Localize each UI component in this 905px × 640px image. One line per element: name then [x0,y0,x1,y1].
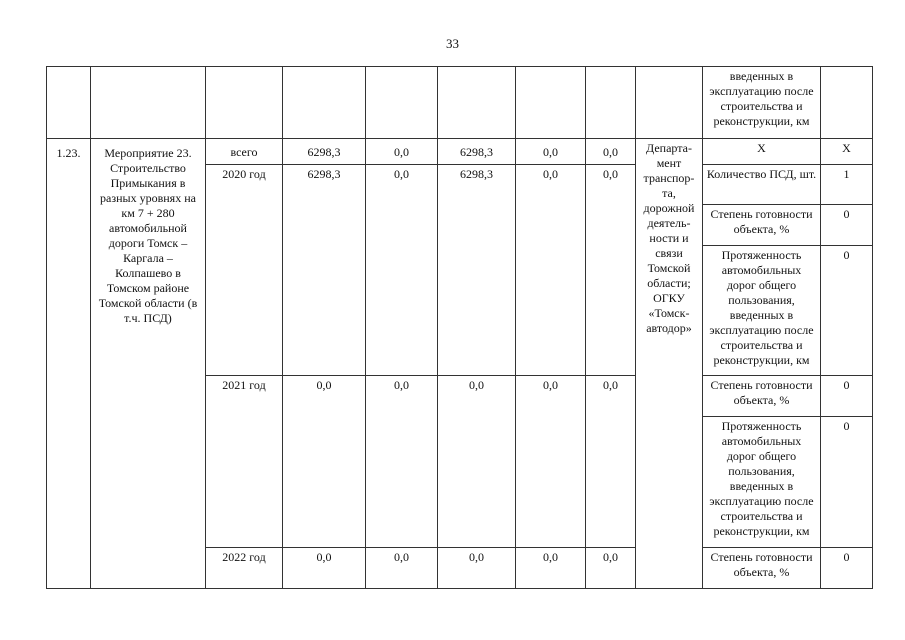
cell-empty [586,67,636,139]
value-cell: 0,0 [586,165,636,376]
period-label: 2022 год [206,548,283,589]
value-cell: 0,0 [516,548,586,589]
cell-empty [283,67,366,139]
value-cell: 6298,3 [283,139,366,165]
value-cell: 6298,3 [438,139,516,165]
continuation-row [47,67,873,139]
item-name: Мероприятие 23. Строительство Примыкания в разных уровнях на км 7 + 280 автомобильной дороги Томск – Каргала – Колпашево в Томском районе Томской области (в т.ч. ПСД) [91,139,206,589]
indicator-name: введенных в эксплуатацию после строительства и реконструкции, км [703,67,821,139]
cell-empty [636,67,703,139]
value-cell: 0,0 [438,548,516,589]
value-cell: 0,0 [438,376,516,548]
value-cell: 0,0 [366,165,438,376]
executor: Департа-мент транспор-та, дорожной деятель-ности и связи Томской области; ОГКУ «Томск-автодор» [636,139,703,589]
page-number: 33 [446,36,459,51]
period-label: 2021 год [206,376,283,548]
indicator-value: 0 [821,417,873,548]
table-row [47,139,873,165]
cell-empty [91,67,206,139]
value-cell: 0,0 [586,548,636,589]
program-table [46,66,873,589]
period-label: всего [206,139,283,165]
indicator-name: Х [703,139,821,165]
indicator-name: Степень готовности объекта, % [703,376,821,417]
cell-empty [366,67,438,139]
indicator-name: Степень готовности объекта, % [703,205,821,246]
value-cell: 0,0 [586,139,636,165]
value-cell: 0,0 [366,548,438,589]
indicator-value: Х [821,139,873,165]
indicator-name: Протяженность автомобильных дорог общего пользования, введенных в эксплуатацию после строительства и реконструкции, км [703,246,821,376]
value-cell: 0,0 [516,165,586,376]
item-number: 1.23. [47,139,91,589]
cell-empty [438,67,516,139]
indicator-value: 1 [821,165,873,205]
cell-empty [821,67,873,139]
value-cell: 6298,3 [438,165,516,376]
value-cell: 0,0 [586,376,636,548]
indicator-name: Протяженность автомобильных дорог общего пользования, введенных в эксплуатацию после строительства и реконструкции, км [703,417,821,548]
indicator-value: 0 [821,548,873,589]
indicator-name: Степень готовности объекта, % [703,548,821,589]
cell-empty [516,67,586,139]
value-cell: 0,0 [283,376,366,548]
cell-empty [206,67,283,139]
indicator-value: 0 [821,205,873,246]
period-label: 2020 год [206,165,283,376]
value-cell: 0,0 [283,548,366,589]
value-cell: 0,0 [366,376,438,548]
indicator-name: Количество ПСД, шт. [703,165,821,205]
indicator-value: 0 [821,376,873,417]
cell-empty [47,67,91,139]
value-cell: 0,0 [366,139,438,165]
indicator-value: 0 [821,246,873,376]
value-cell: 6298,3 [283,165,366,376]
value-cell: 0,0 [516,139,586,165]
value-cell: 0,0 [516,376,586,548]
